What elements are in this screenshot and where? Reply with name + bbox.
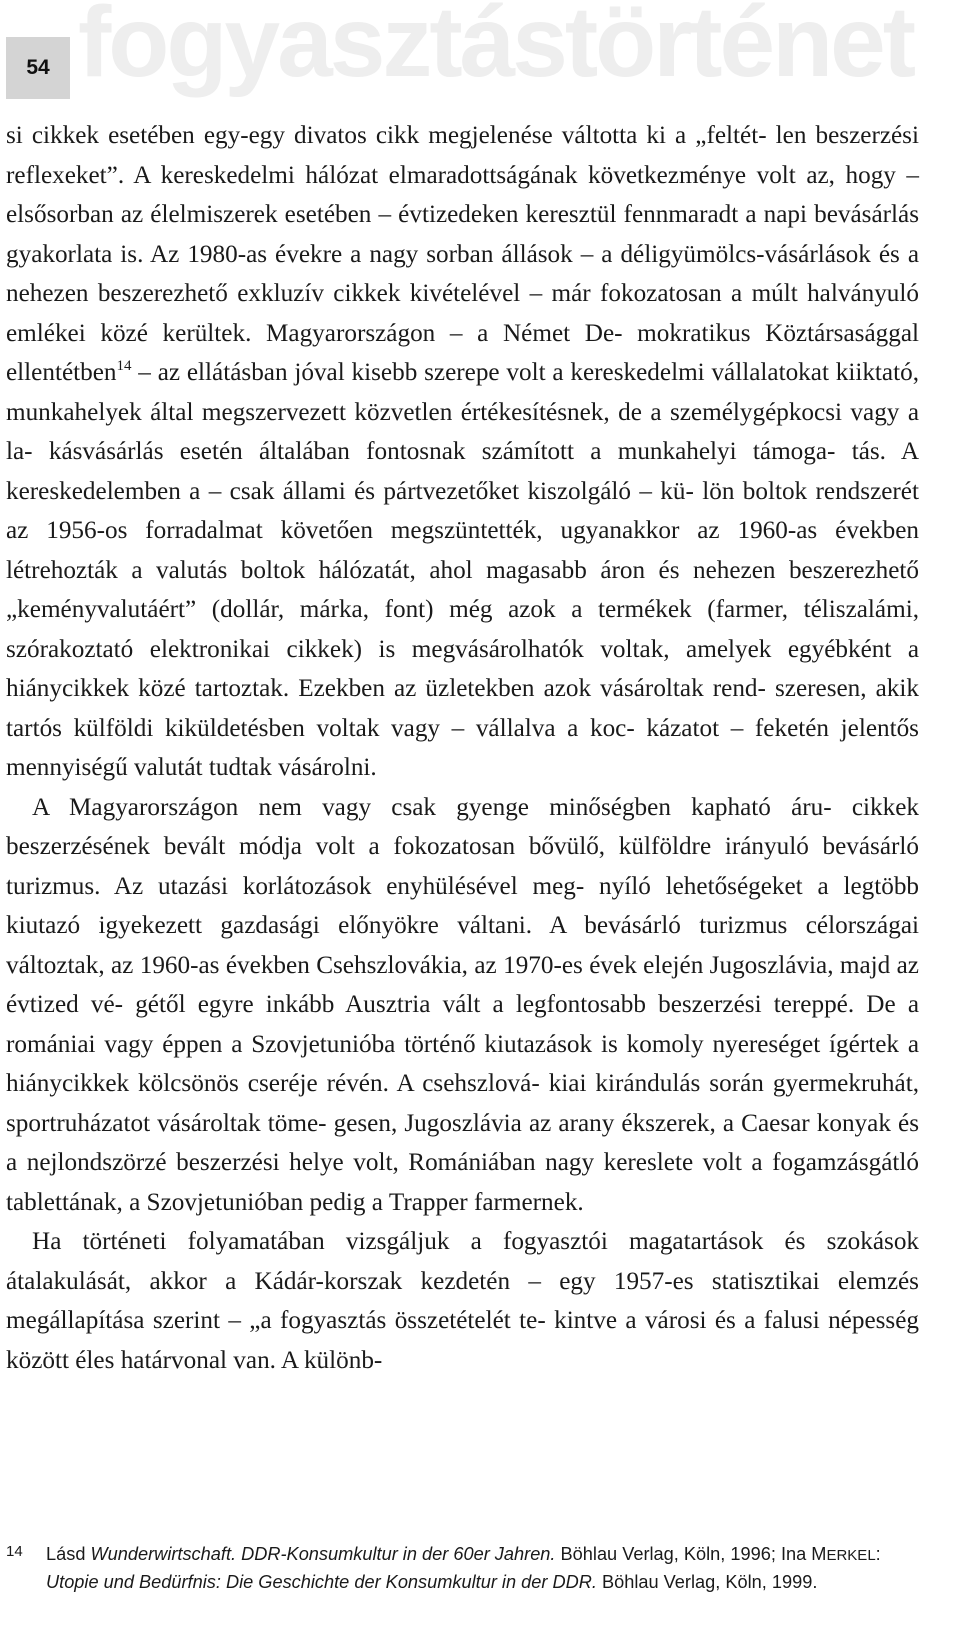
text-line: kásvásárlás esetén általában fontosnak számított a munkahelyi támoga- [48, 438, 836, 465]
text-line: mokratikus Köztársasággal ellentétben [6, 319, 920, 386]
text-line: cikkek beszerzésének bevált módja volt a fokozatosan bővülő, külföldre [6, 793, 920, 860]
footnote-text: Böhlau Verlag, Köln, 1999. [596, 1572, 818, 1592]
text-line: statisztikai elemzés megállapítása szerint – „a fogyasztás összetételét te- [6, 1267, 919, 1334]
paragraph [6, 788, 919, 1223]
text-line: múlt halványuló emlékei közé kerültek. Magyarországon – a Német De- [6, 280, 919, 347]
text-line: nyereséget ígértek a hiánycikkek kölcsönös cseréje révén. A csehszlová- [6, 1030, 920, 1097]
text-line: irányuló bevásárló turizmus. Az utazási korlátozások enyhülésével meg- [6, 833, 919, 900]
footnote-author: ERKEL [826, 1547, 876, 1564]
text-line: gesen, Jugoszlávia az arany ékszerek, a Caesar konyak és a nejlondszörzé [6, 1109, 919, 1176]
paragraph [6, 1222, 919, 1380]
footnote-text: Böhlau Verlag, Köln, 1996; Ina M [555, 1544, 827, 1564]
footnote-line [6, 1569, 919, 1595]
text-line: évtizedeken keresztül fennmaradt a napi bevásárlás gyakorlata is. Az [6, 201, 919, 268]
text-line: megszervezett közvetlen értékesítésnek, de a személygépkocsi vagy a la- [6, 398, 920, 465]
footnote-reference: 14 [116, 358, 132, 374]
text-line: lön boltok rendszerét az 1956-os forradalmat követően megszüntették, [6, 477, 919, 544]
text-line: beszerzési helye volt, Romániában nagy kereslete volt a fogamzásgátló [176, 1149, 920, 1176]
text-line: kázatot – feketén jelentős mennyiségű valutát tudtak vásárolni. [6, 714, 919, 781]
running-head: fogyasztástörténet [78, 0, 914, 98]
text-line: nehezen beszerezhető exkluzív cikkek kivételével – már fokozatosan a [6, 280, 743, 307]
footnote-title: Utopie und Bedürfnis: Die Geschichte der Konsumkultur in der DDR. [46, 1572, 597, 1592]
text-line: Csehszlovákia, az 1970-es évek elején Jugoszlávia, majd az évtized vé- [6, 951, 919, 1018]
text-line: nyíló lehetőségeket a legtöbb kiutazó igyekezett gazdasági előnyökre [6, 872, 920, 939]
text-line: kiai kirándulás során gyermekruhát, sportruházatot vásároltak töme- [6, 1070, 919, 1137]
text-line: kintve a városi és a falusi népesség között éles határvonal van. A különb- [6, 1307, 920, 1374]
page-number: 54 [6, 37, 70, 99]
footnote-title: Wunderwirtschaft. DDR-Konsumkultur in der 60er Jahren. [90, 1544, 556, 1564]
text-line: a romániai vagy éppen a Szovjetunióba történő kiutazások is komoly [6, 991, 920, 1058]
footnote-number: 14 [6, 1543, 23, 1560]
body-text [6, 116, 919, 1380]
text-line: gétől egyre inkább Ausztria vált a legfontosabb beszerzési tereppé. De [135, 991, 896, 1018]
text-line: hiánycikkek közé tartoztak. Ezekben az üzletekben azok vásároltak rend- [6, 675, 766, 702]
text-line: következménye volt az, hogy – elsősorban az élelmiszerek esetében – [6, 161, 919, 228]
text-line: elektronikai cikkek) is megvásárolhatók voltak, amelyek egyébként a [149, 635, 920, 663]
text-line: márka, font) még azok a termékek (farmer, téliszalámi, szórakoztató [6, 596, 919, 663]
paragraph [6, 116, 919, 788]
text-line: szerepe volt a kereskedelmi vállalatokat kiiktató, munkahelyek által [6, 359, 919, 426]
text-line: váltani. A bevásárló turizmus célországai változtak, az 1960-as években [6, 912, 920, 979]
text-line: – az ellátásban jóval kisebb [131, 359, 418, 386]
footnote [6, 1539, 919, 1595]
text-line: tás. A kereskedelemben a – csak állami és pártvezetőket kiszolgáló – kü- [6, 438, 920, 505]
text-line: A Magyarországon nem vagy csak gyenge minőségben kapható áru- [32, 793, 832, 821]
text-line: si cikkek esetében egy-egy divatos cikk megjelenése váltotta ki a „feltét- [6, 122, 767, 149]
text-line: 1980-as évekre a nagy sorban állások – a déligyümölcs-vásárlások és a [187, 240, 919, 268]
text-line: tablettának, a Szovjetunióban pedig a Trapper farmernek. [6, 1188, 584, 1216]
text-line: szeresen, akik tartós külföldi kiküldetésben voltak vagy – vállalva a koc- [6, 675, 919, 742]
text-line: szokások átalakulását, akkor a Kádár-korszak kezdetén – egy 1957-es [6, 1228, 920, 1295]
text-line: Ha történeti folyamatában vizsgáljuk a fogyasztói magatartások és [32, 1228, 806, 1255]
text-line: ahol magasabb áron és nehezen beszerezhető „keményvalutáért” (dollár, [6, 556, 919, 623]
footnote-text: : [875, 1544, 881, 1564]
text-line: ugyanakkor az 1960-as években létrehozták a valutás boltok hálózatát, [6, 517, 920, 584]
footnote-line [6, 1539, 919, 1569]
text-line: len beszerzési reflexeket”. A kereskedelmi hálózat elmaradottságának [6, 122, 919, 189]
footnote-text: Lásd [46, 1544, 91, 1564]
